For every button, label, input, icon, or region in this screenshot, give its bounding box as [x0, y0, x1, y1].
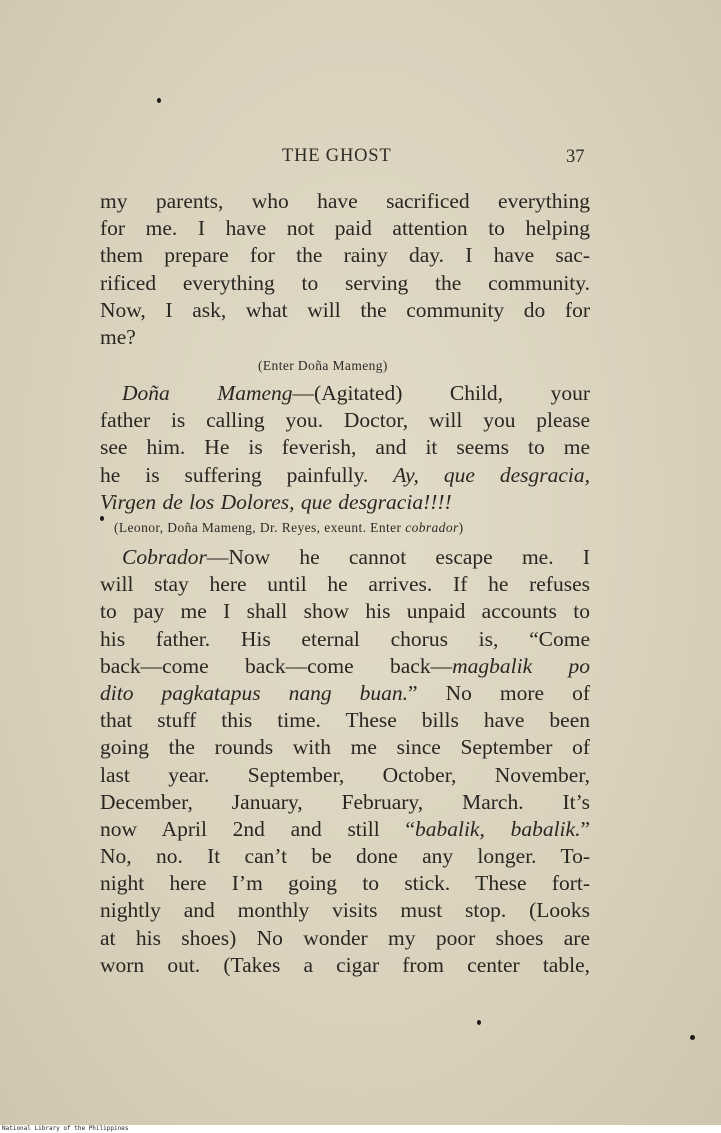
text-line: for me. I have not paid attention to helping [100, 216, 590, 241]
text-run: now April 2nd and still “ [100, 816, 415, 841]
page-header [0, 146, 721, 172]
text-line: will stay here until he arrives. If he refuses [100, 572, 590, 597]
text-line: last year. September, October, November, [100, 762, 590, 787]
text-line: that stuff this time. These bills have been [100, 708, 590, 733]
stage-close: ) [458, 520, 464, 535]
text-line [100, 462, 590, 489]
tagalog-phrase: babalik, babalik. [414, 816, 581, 841]
stage-character: cobrador [405, 520, 459, 535]
text-line: rificed everything to serving the community. [100, 270, 590, 295]
text-line [100, 680, 590, 707]
text-line: them prepare for the rainy day. I have sac- [100, 243, 590, 268]
text-line: going the rounds with me since September of [100, 735, 590, 760]
speaker-text: —Now he cannot escape me. I [206, 545, 590, 569]
stage-text: (Leonor, Doña Mameng, Dr. Reyes, exeunt. Enter [114, 520, 406, 535]
footer-strip [0, 1125, 721, 1133]
text-line: night here I’m going to stick. These fort- [100, 871, 590, 896]
text-line: my parents, who have sacrificed everything [100, 189, 590, 213]
text-line: worn out. (Takes a cigar from center table, [100, 952, 590, 977]
text-line: his father. His eternal chorus is, “Come [100, 626, 590, 651]
text-line: Now, I ask, what will the community do for [100, 297, 590, 322]
page-number: 37 [566, 147, 585, 167]
text-line: nightly and monthly visits must stop. (Looks [100, 898, 590, 923]
text-line: see him. He is feverish, and it seems to me [100, 435, 590, 460]
text-run: back—come back—come back— [100, 653, 453, 678]
stage-direction [114, 520, 464, 536]
tagalog-phrase: magbalik po [452, 653, 590, 678]
text-line: father is calling you. Doctor, will you please [100, 408, 590, 433]
speaker-line [100, 544, 590, 571]
text-line: to pay me I shall show his unpaid accounts to [100, 599, 590, 624]
ink-speck [690, 1035, 695, 1040]
text-line: Virgen de los Dolores, que desgracia!!!! [100, 489, 452, 514]
text-line: No, no. It can’t be done any longer. To- [100, 844, 590, 869]
paragraph-2 [100, 380, 590, 516]
ink-speck [157, 98, 161, 103]
text-run: ” No more of [408, 680, 590, 705]
text-line [100, 816, 590, 843]
text-run: ” [580, 816, 590, 841]
speaker-name: Cobrador [122, 545, 207, 569]
speaker-line [100, 380, 590, 407]
paragraph-3 [100, 544, 590, 979]
stage-direction: (Enter Doña Mameng) [258, 358, 388, 373]
paragraph-1 [100, 188, 590, 351]
text-run: he is suffering painfully. [100, 462, 394, 487]
text-line: at his shoes) No wonder my poor shoes are [100, 925, 590, 950]
tagalog-phrase: dito pagkatapus nang buan. [100, 680, 409, 705]
running-title: THE GHOST [282, 146, 392, 166]
ink-speck [477, 1020, 481, 1025]
text-line [100, 653, 590, 680]
speaker-name: Doña Mameng [122, 381, 293, 405]
library-watermark: National Library of the Philippines [2, 1125, 129, 1132]
text-line: December, January, February, March. It’s [100, 789, 590, 814]
speaker-text: —(Agitated) Child, your [292, 381, 590, 405]
text-line: me? [100, 324, 136, 349]
ink-speck [100, 516, 104, 521]
spanish-phrase: Ay, que desgracia, [393, 462, 590, 487]
